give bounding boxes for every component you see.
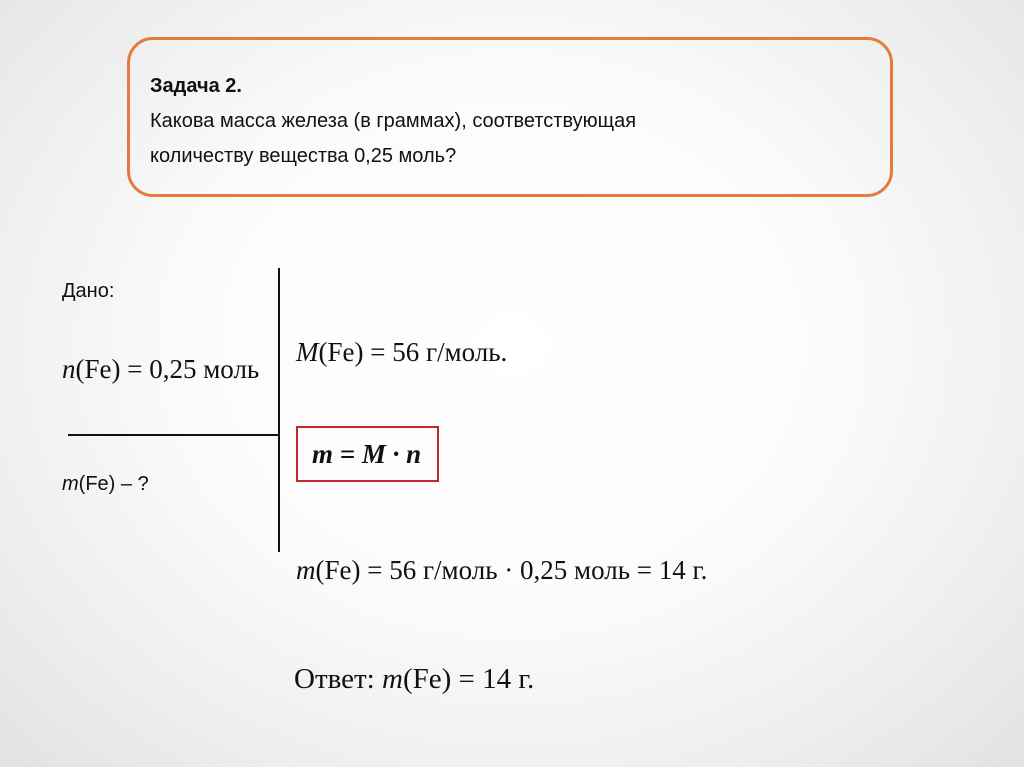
task-box: [127, 37, 893, 197]
given-label: Дано:: [62, 280, 115, 302]
task-text-line-1: Какова масса железа (в граммах), соответствующая: [150, 110, 637, 132]
molar-mass-formula: [296, 336, 507, 368]
molar-mass-value: (Fe) = 56 г/моль.: [318, 337, 508, 367]
solution-label: Решение:: [298, 278, 388, 300]
answer-value: (Fe) = 14 г.: [402, 663, 535, 695]
answer-symbol: m: [382, 663, 403, 695]
answer-prefix: Ответ:: [294, 663, 382, 695]
key-formula: m = M · n: [312, 439, 422, 469]
find-symbol: m: [62, 473, 79, 495]
given-amount-symbol: n: [62, 354, 76, 384]
task-title: Задача 2.: [150, 75, 242, 97]
given-amount-formula: [62, 353, 259, 385]
find-text: (Fe) – ?: [78, 473, 149, 495]
key-formula-box: [296, 426, 439, 482]
calculation-formula: [296, 554, 707, 586]
molar-mass-symbol: M: [296, 337, 319, 367]
calculation-symbol: m: [296, 555, 316, 585]
vertical-divider: [278, 268, 280, 552]
find-label: [62, 471, 149, 497]
horizontal-divider: [68, 434, 278, 436]
given-amount-value: (Fe) = 0,25 моль: [75, 354, 260, 384]
calculation-value: (Fe) = 56 г/моль · 0,25 моль = 14 г.: [315, 555, 708, 585]
answer-formula: [294, 662, 534, 696]
task-text-line-2: количеству вещества 0,25 моль?: [150, 145, 457, 167]
